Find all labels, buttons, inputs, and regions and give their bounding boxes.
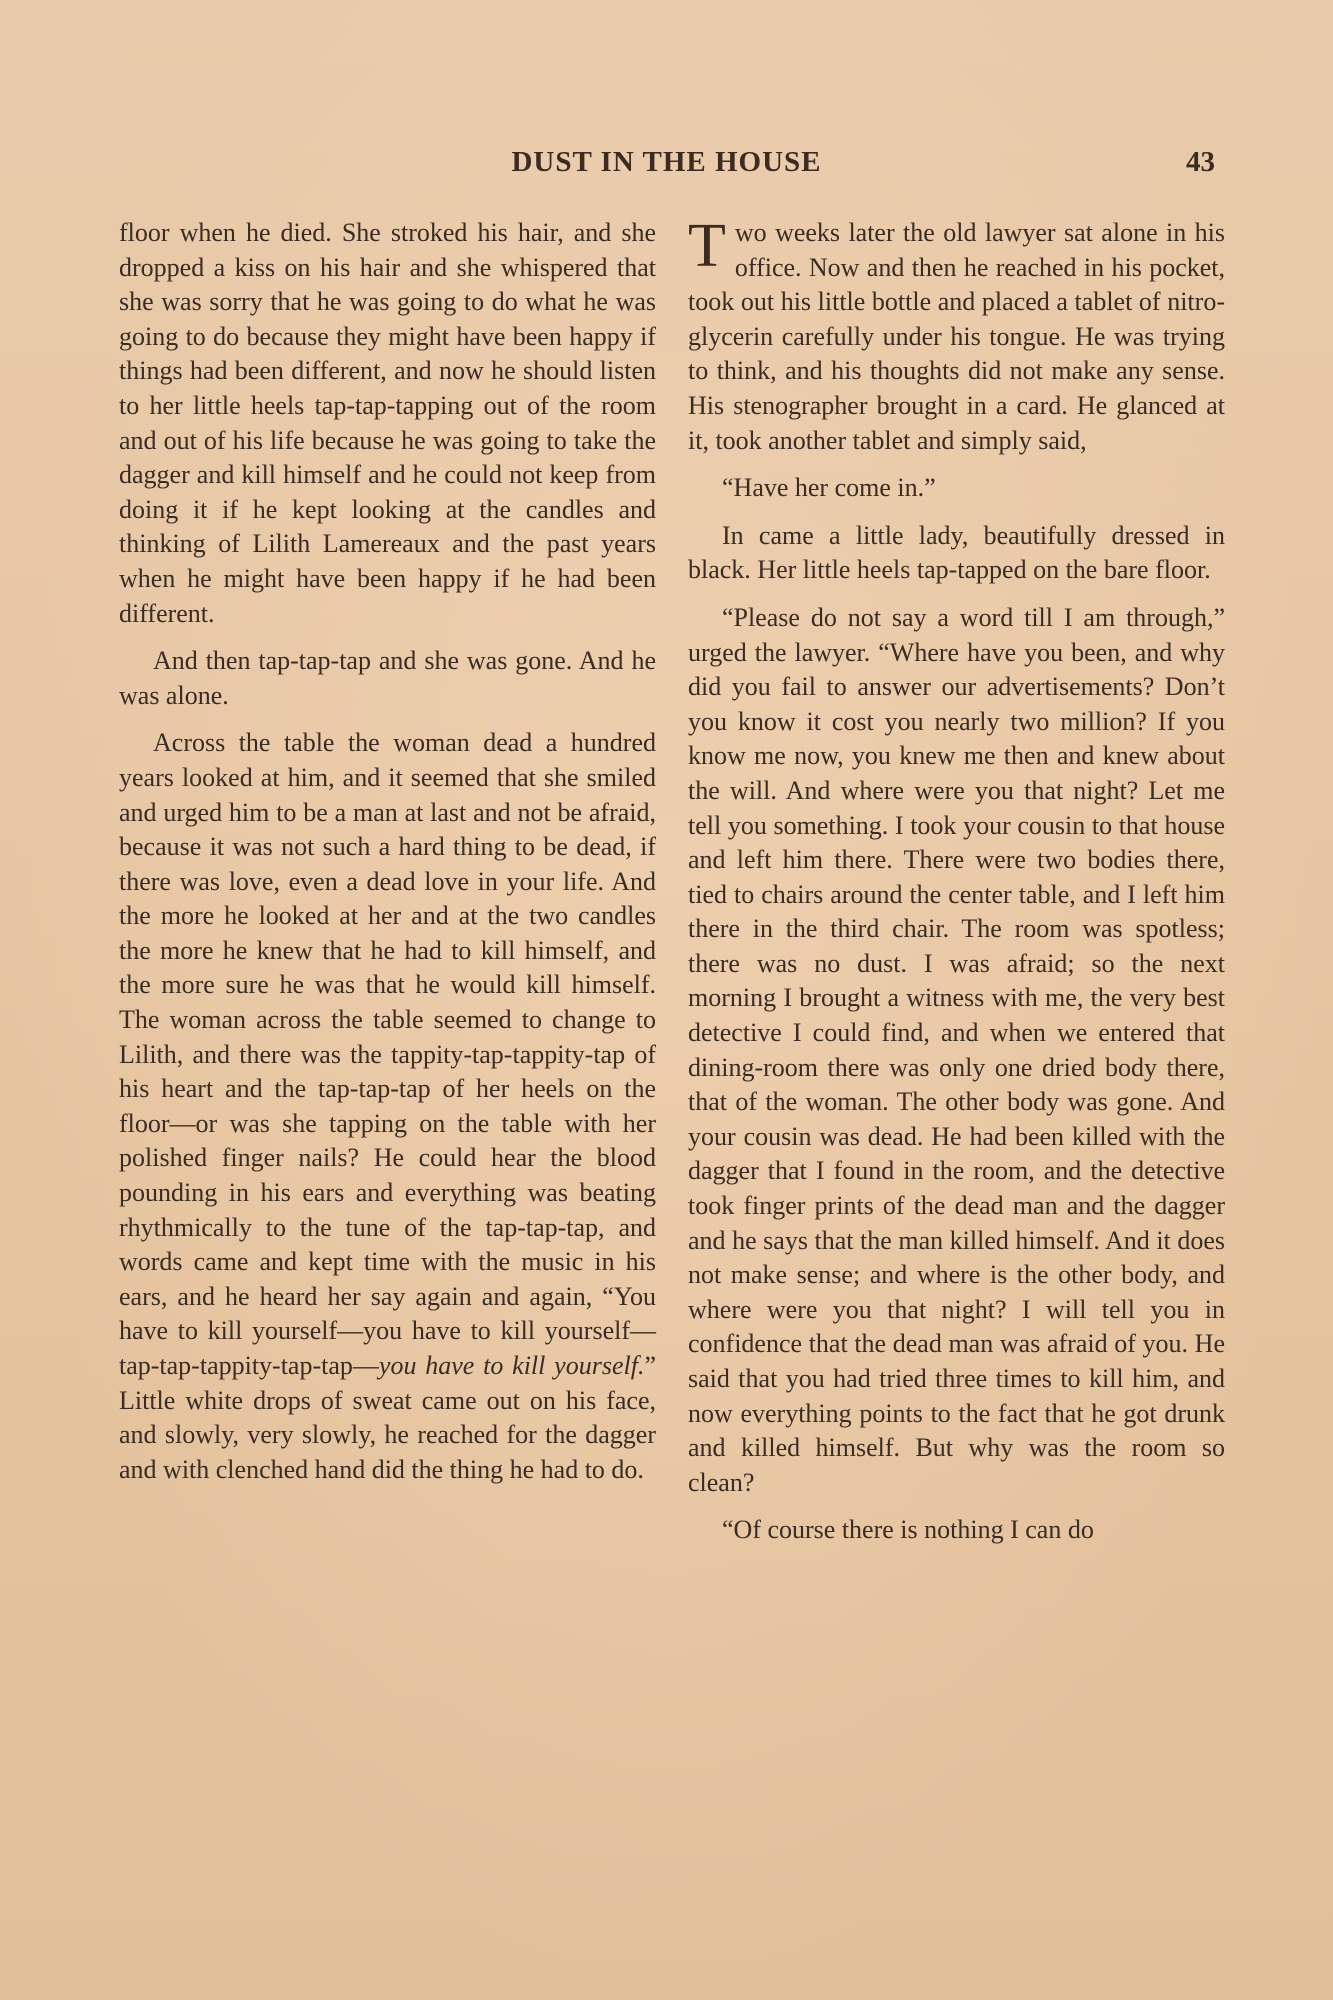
drop-cap: T	[688, 212, 726, 280]
paragraph: “Of course there is nothing I can do	[722, 1515, 1094, 1545]
paragraph: “Please do not say a word till I am through,” urged the lawyer. “Where have you been, and why did you fail to answer our advertisements? Don’t you know it cost you nearly two million? If you know me now, you knew me then and knew about the will. And where were you that night? Let me tell you something. I took your cousin to that house and left him there. There were two bodies there, tied to chairs around the center table, and I left him there in the third chair. The room was spotless; there was no dust. I was afraid; so the next morning I brought a witness with me, the very best detective I could find, and when we entered that dining-room there was only one dried body there, that of the woman. The other body was gone. And your cousin was dead. He had been killed with the dagger that I found in the room, and the detective took finger prints of the dead man and the dagger and he says that the man killed himself. And it does not make sense; and where is the other body, and where were you that night? I will tell you in confidence that the dead man was afraid of you. He said that you had tried three times to kill him, and now everything points to the fact that he got drunk and killed himself. But why was the room so clean?	[688, 602, 1225, 1497]
paragraph: “Have her come in.”	[722, 473, 936, 503]
paragraph	[688, 212, 1225, 458]
paragraph	[119, 726, 656, 1487]
right-column	[688, 212, 1225, 1548]
running-title: DUST IN THE HOUSE	[511, 146, 822, 178]
paragraph-text: Across the table the woman dead a hundred years looked at him, and it seemed that she smiled and urged him to be a man at last and not be afraid, because it was not such a hard thing to be dead, if there was love, even a dead love in your life. And the more he looked at her and at the two candles the more he knew that he had to kill himself, and the more sure he was that he would kill himself. The woman across the table seemed to change to Lilith, and there was the tappity-tap-tappity-tap of his heart and the tap-tap-tap of her heels on the floor—or was she tapping on the table with her polished finger nails? He could hear the blood pounding in his ears and everything was beating rhythmically to the tune of the tap-tap-tap, and words came and kept time with the music in his ears, and he heard her say again and again, “You have to kill yourself—you have to kill yourself—tap-tap-tappity-tap-tap—	[119, 728, 656, 1380]
paragraph: In came a little lady, beautifully dressed in black. Her little heels tap-tapped on the bare floor.	[688, 520, 1225, 585]
paragraph-text: wo weeks later the old lawyer sat alone in his office. Now and then he reached in his pocket, took out his little bottle and placed a tablet of nitroglycerin carefully under his tongue. He was trying to think, and his thoughts did not make any sense. His stenographer brought in a card. He glanced at it, took another tablet and simply said,	[688, 218, 1225, 455]
italic-quote: you have to kill yourself.	[378, 1351, 645, 1380]
paragraph-text: ” Little white drops of sweat came out on his face, and slowly, very slowly, he reached for the dagger and with clenched hand did the thing he had to do.	[119, 1351, 656, 1484]
page-number: 43	[1186, 146, 1215, 178]
paragraph: floor when he died. She stroked his hair, and she dropped a kiss on his hair and she whispered that she was sorry that he was going to do what he was going to do because they might have been happy if things had been different, and now he should listen to her little heels tap-tap-tapping out of the room and out of his life because he was going to take the dagger and kill himself and he could not keep from doing it if he kept looking at the candles and thinking of Lilith Lamereaux and the past years when he might have been happy if he had been different.	[119, 218, 656, 628]
left-column	[119, 216, 656, 1487]
paragraph: And then tap-tap-tap and she was gone. And he was alone.	[119, 646, 656, 710]
running-head	[0, 146, 1333, 186]
